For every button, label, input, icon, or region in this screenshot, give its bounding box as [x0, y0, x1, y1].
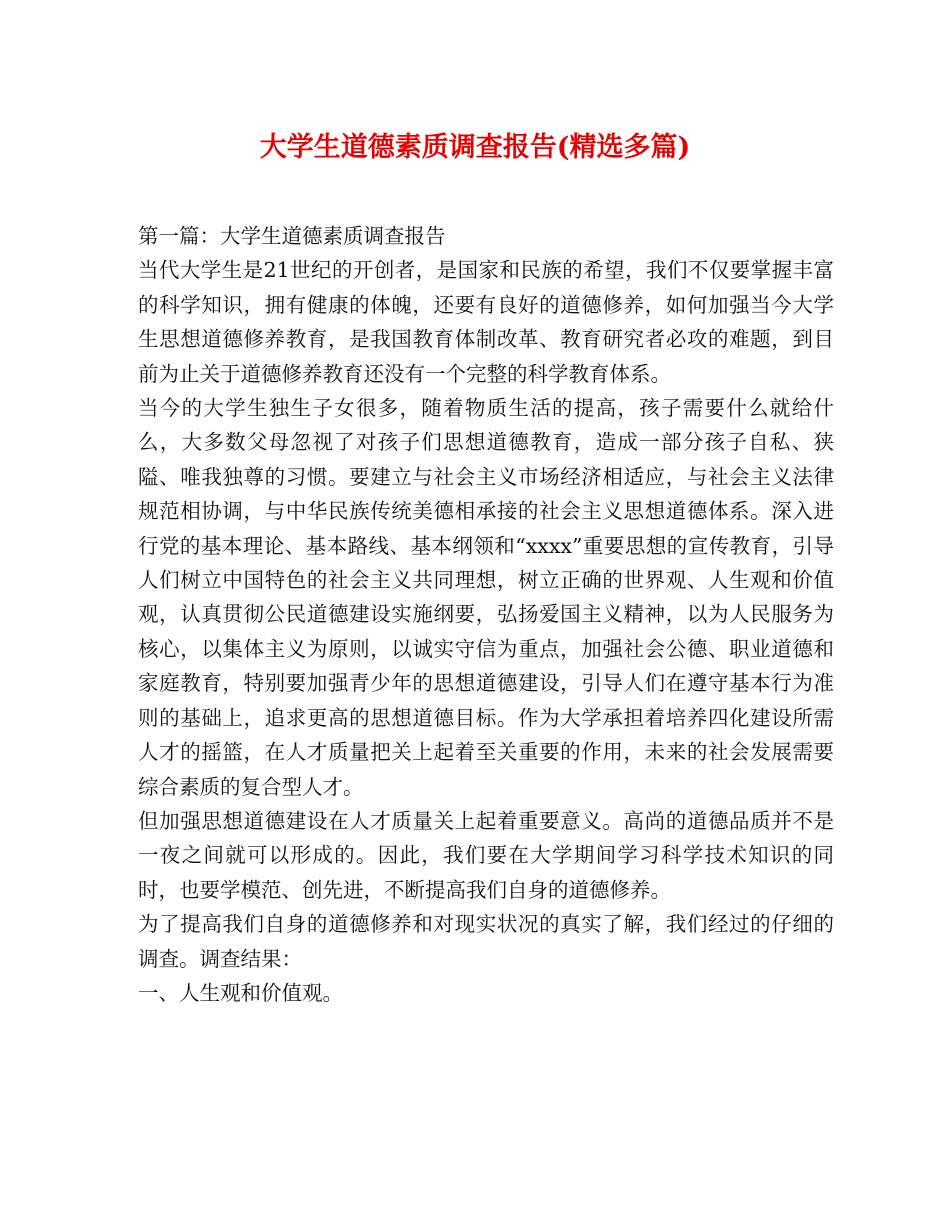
document-body	[138, 219, 834, 1010]
section-heading: 第一篇：大学生道德素质调查报告	[138, 224, 446, 248]
body-paragraph: 当今的大学生独生子女很多，随着物质生活的提高，孩子需要什么就给什么，大多数父母忽视了对孩子们思想道德教育，造成一部分孩子自私、狭隘、唯我独尊的习惯。要建立与社会主义市场经济相适应，与社会主义法律规范相协调，与中华民族传统美德相承接的社会主义思想道德体系。深入进行党的基本理论、基本路线、基本纲领和“xxxx”重要思想的宣传教育，引导人们树立中国特色的社会主义共同理想，树立正确的世界观、人生观和价值观，认真贯彻公民道德建设实施纲要，弘扬爱国主义精神，以为人民服务为核心，以集体主义为原则，以诚实守信为重点，加强社会公德、职业道德和家庭教育，特别要加强青少年的思想道德建设，引导人们在遵守基本行为准则的基础上，追求更高的思想道德目标。作为大学承担着培养四化建设所需人才的摇篮，在人才质量把关上起着至关重要的作用，未来的社会发展需要综合素质的复合型人才。	[138, 396, 834, 799]
subsection-heading: 一、人生观和价值观。	[138, 980, 343, 1005]
body-paragraph: 为了提高我们自身的道德修养和对现实状况的真实了解，我们经过的仔细的调查。调查结果：	[138, 912, 834, 971]
body-paragraph: 当代大学生是21世纪的开创者，是国家和民族的希望，我们不仅要掌握丰富的科学知识，拥有健康的体魄，还要有良好的道德修养，如何加强当今大学生思想道德修养教育，是我国教育体制改革、教育研究者必攻的难题，到目前为止关于道德修养教育还没有一个完整的科学教育体系。	[138, 258, 834, 386]
body-paragraph: 但加强思想道德建设在人才质量关上起着重要意义。高尚的道德品质并不是一夜之间就可以形成的。因此，我们要在大学期间学习科学技术知识的同时，也要学模范、创先进，不断提高我们自身的道德修养。	[138, 808, 834, 902]
document-title: 大学生道德素质调查报告(精选多篇)	[259, 132, 691, 163]
